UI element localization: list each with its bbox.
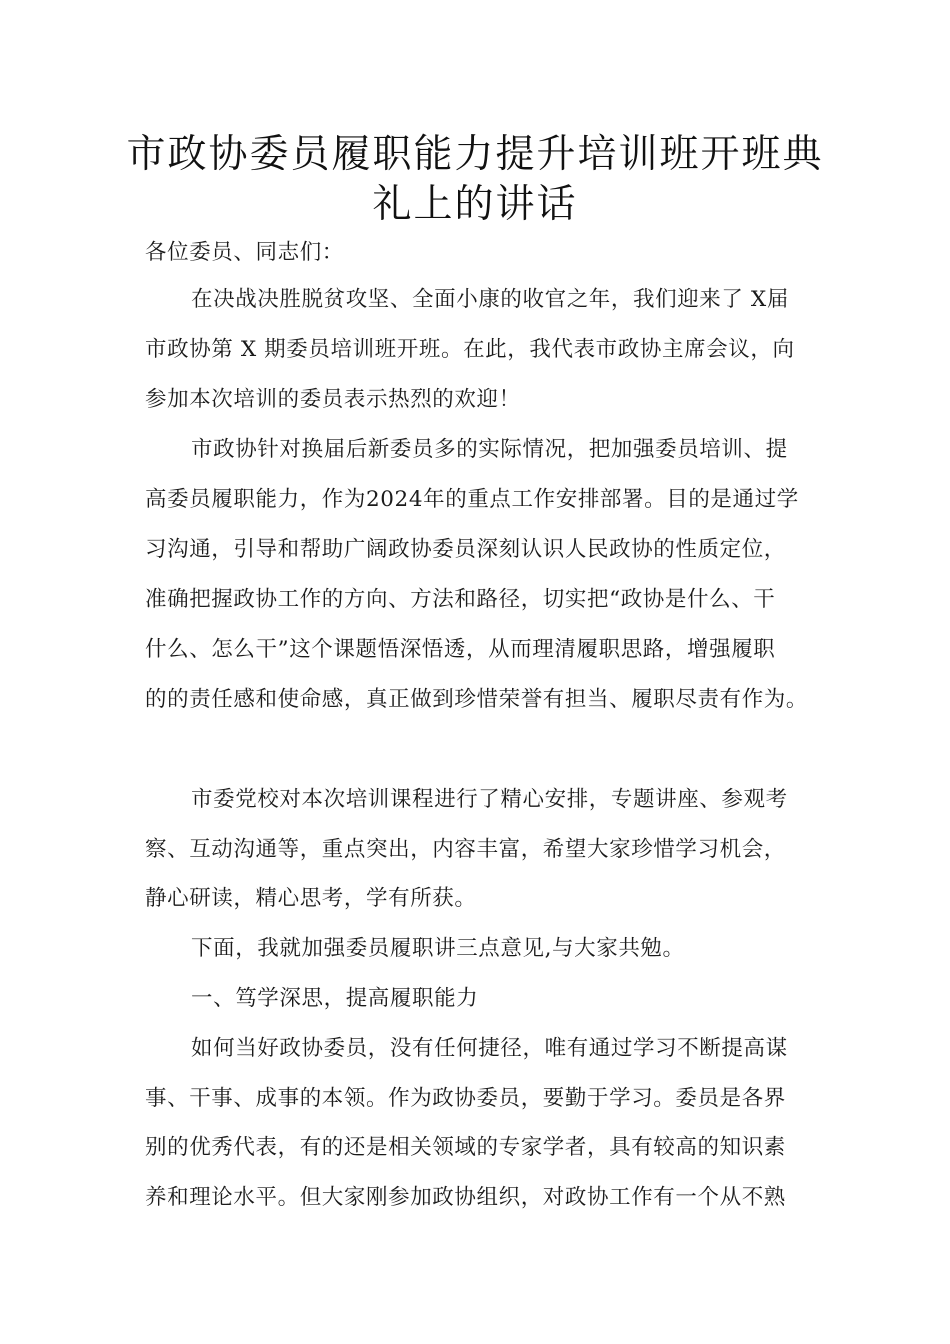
body-line: 察、互动沟通等，重点突出，内容丰富，希望大家珍惜学习机会， — [145, 837, 786, 862]
salutation: 各位委员、同志们： — [145, 240, 344, 265]
body-line: 市政协针对换届后新委员多的实际情况，把加强委员培训、提 — [191, 437, 788, 462]
body-line: 如何当好政协委员，没有任何捷径，唯有通过学习不断提高谋 — [191, 1036, 788, 1061]
body-line: 在决战决胜脱贫攻坚、全面小康的收官之年，我们迎来了 X届 — [191, 287, 789, 312]
body-line: 事、干事、成事的本领。作为政协委员，要勤于学习。委员是各界 — [145, 1086, 786, 1111]
body-line: 什么、怎么干”这个课题悟深悟透，从而理清履职思路，增强履职 — [145, 637, 776, 662]
body-line: 准确把握政协工作的方向、方法和路径，切实把“政协是什么、干 — [145, 587, 776, 612]
body-line: 市政协第 X 期委员培训班开班。在此，我代表市政协主席会议，向 — [145, 337, 795, 362]
body-line: 习沟通，引导和帮助广阔政协委员深刻认识人民政协的性质定位， — [145, 537, 786, 562]
body-line: 别的优秀代表，有的还是相关领域的专家学者，具有较高的知识素 — [145, 1135, 786, 1160]
body-line: 市委党校对本次培训课程进行了精心安排，专题讲座、参观考 — [191, 787, 788, 812]
body-line: 养和理论水平。但大家刚参加政协组织，对政协工作有一个从不熟 — [145, 1185, 786, 1210]
section-heading: 一、笃学深思，提高履职能力 — [191, 986, 479, 1011]
document-title-line-1: 市政协委员履职能力提升培训班开班典 — [126, 132, 824, 177]
document-title-line-2: 礼上的讲话 — [372, 182, 578, 227]
body-line: 参加本次培训的委员表示热烈的欢迎！ — [145, 387, 521, 412]
body-line: 的的责任感和使命感，真正做到珍惜荣誉有担当、履职尽责有作为。 — [145, 687, 809, 712]
body-line: 静心研读，精心思考，学有所获。 — [145, 886, 477, 911]
body-line: 下面，我就加强委员履职讲三点意见,与大家共勉。 — [191, 936, 685, 961]
body-line: 高委员履职能力，作为2024年的重点工作安排部署。目的是通过学 — [145, 487, 799, 512]
